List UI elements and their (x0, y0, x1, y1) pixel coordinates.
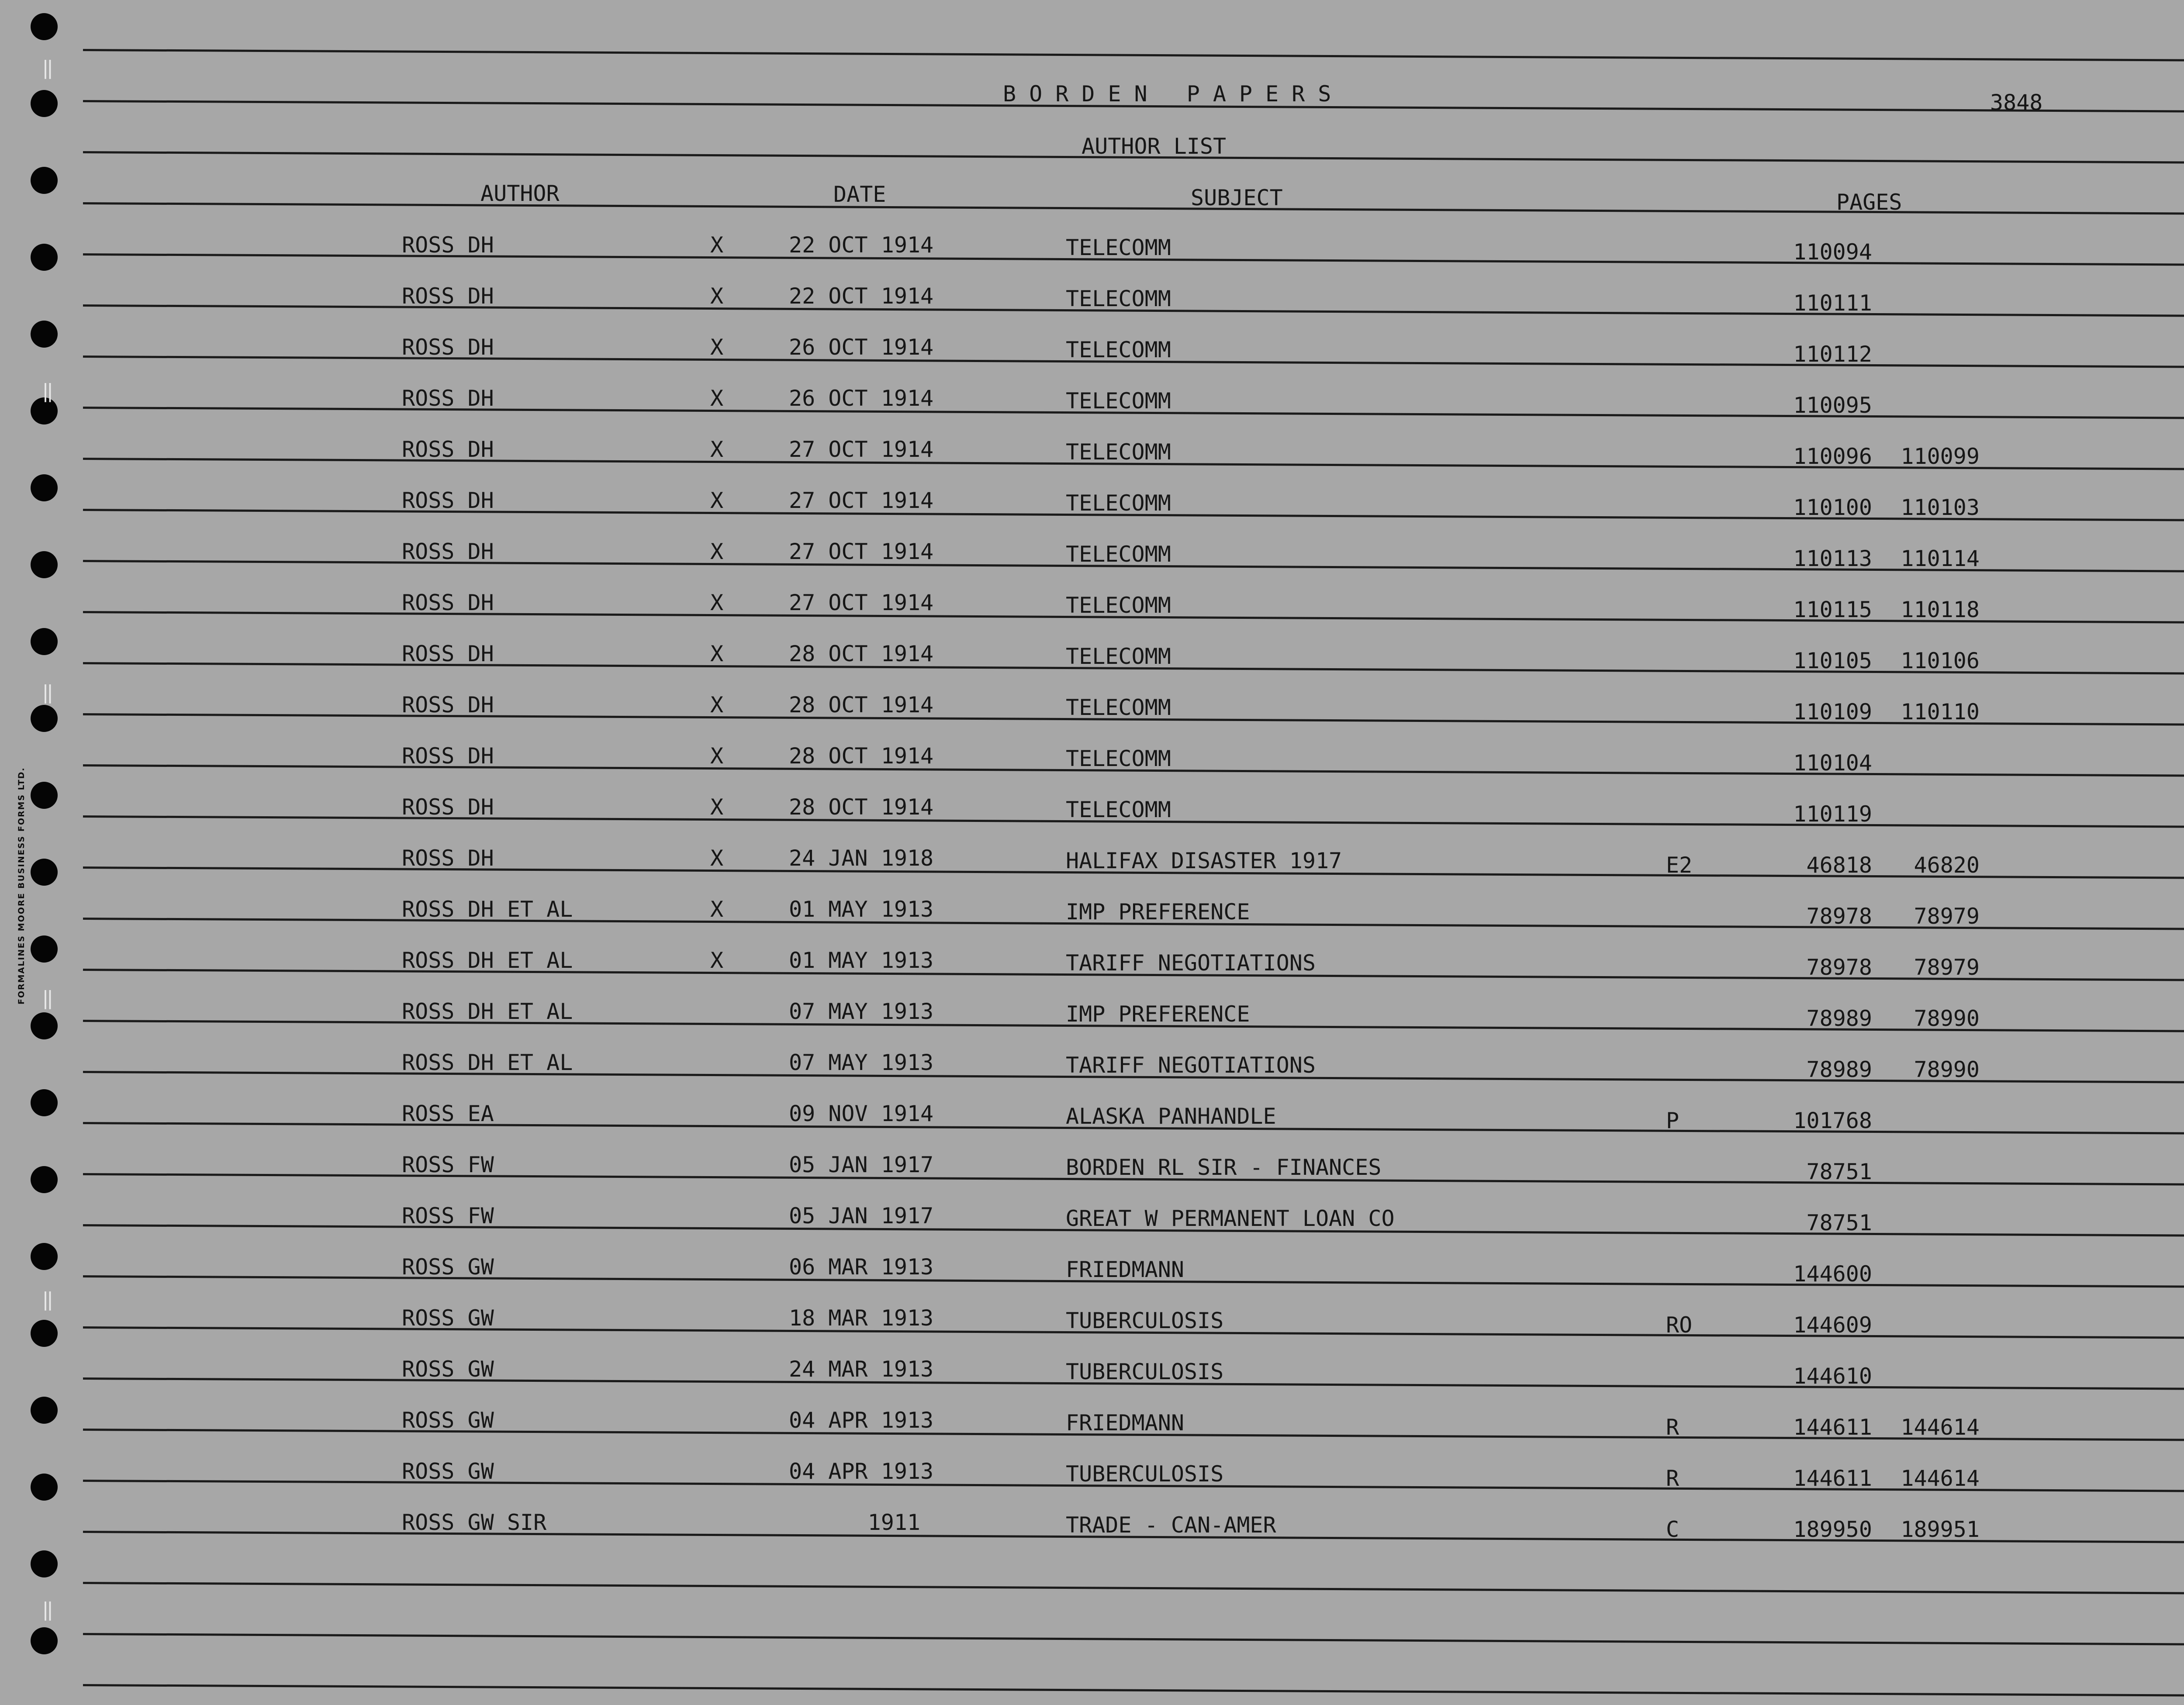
page-start-cell: 110104 (1793, 750, 1872, 776)
date-cell: 01 MAY 1913 (789, 948, 934, 973)
author-cell: ROSS DH (402, 743, 494, 769)
page-start-cell: 101768 (1793, 1108, 1872, 1133)
page-start-cell: 78989 (1806, 1006, 1872, 1031)
date-cell: 28 OCT 1914 (789, 794, 934, 820)
ruled-line (83, 49, 2184, 62)
author-cell: ROSS DH (402, 794, 494, 820)
date-cell: 05 JAN 1917 (789, 1152, 934, 1177)
page-number: 3848 (1990, 90, 2043, 115)
perforation-tick: ‖ (42, 1288, 55, 1311)
mark-cell: X (710, 232, 724, 258)
mark-cell: X (710, 846, 724, 871)
feed-hole (31, 1166, 58, 1193)
page-start-cell: 189950 (1793, 1517, 1872, 1542)
date-cell: 28 OCT 1914 (789, 743, 934, 769)
author-cell: ROSS FW (402, 1203, 494, 1229)
date-cell: 04 APR 1913 (789, 1459, 934, 1484)
page-end-cell: 110106 (1901, 648, 1980, 673)
date-cell: 04 APR 1913 (789, 1408, 934, 1433)
feed-hole (31, 705, 58, 732)
feed-hole (31, 1320, 58, 1347)
feed-hole (31, 321, 58, 348)
author-cell: ROSS DH ET AL (402, 1050, 573, 1075)
date-cell: 22 OCT 1914 (789, 232, 934, 258)
subject-cell: IMP PREFERENCE (1066, 1001, 1250, 1027)
page-start-cell: 110100 (1793, 495, 1872, 520)
mark-cell: X (710, 743, 724, 769)
pages-column-header: PAGES (1836, 190, 1902, 215)
perforation-tick: ‖ (42, 380, 55, 402)
date-column-header: DATE (833, 182, 886, 207)
author-cell: ROSS DH (402, 590, 494, 615)
code-cell: RO (1666, 1312, 1693, 1338)
page-end-cell: 144614 (1901, 1415, 1980, 1440)
mark-cell: X (710, 335, 724, 360)
date-cell: 22 OCT 1914 (789, 283, 934, 309)
date-cell: 09 NOV 1914 (789, 1101, 934, 1126)
subject-cell: BORDEN RL SIR - FINANCES (1066, 1155, 1382, 1180)
date-cell: 06 MAR 1913 (789, 1254, 934, 1280)
feed-hole (31, 1627, 58, 1654)
subject-cell: ALASKA PANHANDLE (1066, 1104, 1276, 1129)
page-end-cell: 110110 (1901, 699, 1980, 725)
author-cell: ROSS GW (402, 1356, 494, 1382)
subject-cell: TUBERCULOSIS (1066, 1308, 1224, 1333)
ruled-line (83, 1684, 2184, 1697)
author-cell: ROSS DH (402, 846, 494, 871)
page-start-cell: 144611 (1793, 1415, 1872, 1440)
feed-hole (31, 551, 58, 578)
author-cell: ROSS DH (402, 335, 494, 360)
feed-hole (31, 628, 58, 655)
author-cell: ROSS DH (402, 386, 494, 411)
subject-cell: TELECOMM (1066, 593, 1171, 618)
author-column-header: AUTHOR (480, 181, 560, 206)
date-cell: 24 MAR 1913 (789, 1356, 934, 1382)
perforation-tick: ‖ (42, 1598, 55, 1621)
date-cell: 18 MAR 1913 (789, 1305, 934, 1331)
page-end-cell: 78990 (1914, 1057, 1980, 1082)
mark-cell: X (710, 437, 724, 462)
feed-hole (31, 167, 58, 194)
perforation-tick: ‖ (42, 681, 55, 704)
author-cell: ROSS DH ET AL (402, 999, 573, 1024)
feed-hole (31, 782, 58, 809)
page-end-cell: 110099 (1901, 444, 1980, 469)
subject-cell: TARIFF NEGOTIATIONS (1066, 1053, 1316, 1078)
date-cell: 07 MAY 1913 (789, 1050, 934, 1075)
mark-cell: X (710, 692, 724, 718)
page-start-cell: 110112 (1793, 342, 1872, 367)
date-cell: 1911 (789, 1510, 921, 1535)
subject-column-header: SUBJECT (1191, 185, 1283, 211)
subject-cell: TELECOMM (1066, 490, 1171, 516)
author-cell: ROSS GW (402, 1254, 494, 1280)
author-cell: ROSS FW (402, 1152, 494, 1177)
page-start-cell: 110111 (1793, 290, 1872, 316)
mark-cell: X (710, 948, 724, 973)
subject-cell: TELECOMM (1066, 388, 1171, 414)
page-start-cell: 110115 (1793, 597, 1872, 622)
mark-cell: X (710, 590, 724, 615)
mark-cell: X (710, 283, 724, 309)
author-cell: ROSS DH (402, 692, 494, 718)
feed-hole (31, 1474, 58, 1501)
author-cell: ROSS DH (402, 488, 494, 513)
subject-cell: TELECOMM (1066, 797, 1171, 822)
mark-cell: X (710, 641, 724, 666)
page-start-cell: 110113 (1793, 546, 1872, 571)
subject-cell: FRIEDMANN (1066, 1257, 1184, 1282)
code-cell: R (1666, 1466, 1679, 1491)
page-start-cell: 78751 (1806, 1159, 1872, 1184)
perforation-tick: ‖ (42, 57, 55, 79)
page-end-cell: 110103 (1901, 495, 1980, 520)
subject-cell: TELECOMM (1066, 746, 1171, 771)
page-start-cell: 144611 (1793, 1466, 1872, 1491)
author-cell: ROSS DH (402, 641, 494, 666)
mark-cell: X (710, 386, 724, 411)
list-title: AUTHOR LIST (1082, 134, 1227, 159)
page-start-cell: 144610 (1793, 1363, 1872, 1389)
page-start-cell: 144609 (1793, 1312, 1872, 1338)
author-cell: ROSS GW SIR (402, 1510, 547, 1535)
code-cell: C (1666, 1517, 1679, 1542)
page-start-cell: 110094 (1793, 239, 1872, 265)
subject-cell: FRIEDMANN (1066, 1410, 1184, 1436)
feed-hole (31, 1397, 58, 1424)
subject-cell: TELECOMM (1066, 337, 1171, 362)
feed-hole (31, 1550, 58, 1577)
feed-hole (31, 1243, 58, 1270)
date-cell: 27 OCT 1914 (789, 539, 934, 564)
feed-hole (31, 859, 58, 886)
page-end-cell: 78990 (1914, 1006, 1980, 1031)
code-cell: P (1666, 1108, 1679, 1133)
subject-cell: TELECOMM (1066, 644, 1171, 669)
mark-cell: X (710, 897, 724, 922)
form-imprint: FORMALINES MOORE BUSINESS FORMS LTD. (17, 767, 26, 1004)
subject-cell: TRADE - CAN-AMER (1066, 1512, 1276, 1538)
page-start-cell: 110109 (1793, 699, 1872, 725)
author-cell: ROSS GW (402, 1305, 494, 1331)
subject-cell: IMP PREFERENCE (1066, 899, 1250, 925)
feed-hole (31, 935, 58, 963)
page-end-cell: 110114 (1901, 546, 1980, 571)
feed-hole (31, 1012, 58, 1039)
page-start-cell: 110096 (1793, 444, 1872, 469)
subject-cell: TELECOMM (1066, 235, 1171, 260)
author-cell: ROSS DH (402, 232, 494, 258)
document-title: BORDEN PAPERS (1003, 81, 1344, 107)
date-cell: 07 MAY 1913 (789, 999, 934, 1024)
feed-hole (31, 13, 58, 40)
feed-hole (31, 90, 58, 117)
subject-cell: GREAT W PERMANENT LOAN CO (1066, 1206, 1395, 1231)
author-cell: ROSS DH ET AL (402, 948, 573, 973)
ruled-line (83, 1582, 2184, 1595)
subject-cell: TELECOMM (1066, 439, 1171, 465)
page-end-cell: 78979 (1914, 955, 1980, 980)
page-start-cell: 110105 (1793, 648, 1872, 673)
code-cell: R (1666, 1415, 1679, 1440)
date-cell: 27 OCT 1914 (789, 488, 934, 513)
mark-cell: X (710, 488, 724, 513)
subject-cell: TUBERCULOSIS (1066, 1461, 1224, 1487)
subject-cell: TELECOMM (1066, 542, 1171, 567)
subject-cell: TUBERCULOSIS (1066, 1359, 1224, 1384)
page-end-cell: 78979 (1914, 904, 1980, 929)
author-cell: ROSS DH (402, 283, 494, 309)
ruled-line (83, 1633, 2184, 1646)
date-cell: 05 JAN 1917 (789, 1203, 934, 1229)
subject-cell: TARIFF NEGOTIATIONS (1066, 950, 1316, 976)
mark-cell: X (710, 794, 724, 820)
page-end-cell: 189951 (1901, 1517, 1980, 1542)
page-start-cell: 110119 (1793, 801, 1872, 827)
page-end-cell: 144614 (1901, 1466, 1980, 1491)
perforation-tick: ‖ (42, 987, 55, 1009)
author-cell: ROSS DH (402, 437, 494, 462)
subject-cell: TELECOMM (1066, 286, 1171, 311)
author-cell: ROSS GW (402, 1408, 494, 1433)
page-start-cell: 78751 (1806, 1210, 1872, 1236)
author-cell: ROSS DH (402, 539, 494, 564)
page-start-cell: 78978 (1806, 955, 1872, 980)
page-start-cell: 78978 (1806, 904, 1872, 929)
page-start-cell: 78989 (1806, 1057, 1872, 1082)
date-cell: 26 OCT 1914 (789, 386, 934, 411)
author-cell: ROSS GW (402, 1459, 494, 1484)
page-end-cell: 46820 (1914, 852, 1980, 878)
date-cell: 26 OCT 1914 (789, 335, 934, 360)
feed-hole (31, 1089, 58, 1116)
date-cell: 24 JAN 1918 (789, 846, 934, 871)
subject-cell: HALIFAX DISASTER 1917 (1066, 848, 1342, 873)
date-cell: 27 OCT 1914 (789, 437, 934, 462)
author-cell: ROSS EA (402, 1101, 494, 1126)
author-cell: ROSS DH ET AL (402, 897, 573, 922)
feed-hole (31, 474, 58, 501)
subject-cell: TELECOMM (1066, 695, 1171, 720)
date-cell: 28 OCT 1914 (789, 692, 934, 718)
feed-hole (31, 244, 58, 271)
page-start-cell: 46818 (1806, 852, 1872, 878)
date-cell: 27 OCT 1914 (789, 590, 934, 615)
mark-cell: X (710, 539, 724, 564)
page-end-cell: 110118 (1901, 597, 1980, 622)
date-cell: 28 OCT 1914 (789, 641, 934, 666)
page-start-cell: 144600 (1793, 1261, 1872, 1287)
code-cell: E2 (1666, 852, 1693, 878)
date-cell: 01 MAY 1913 (789, 897, 934, 922)
page-start-cell: 110095 (1793, 393, 1872, 418)
